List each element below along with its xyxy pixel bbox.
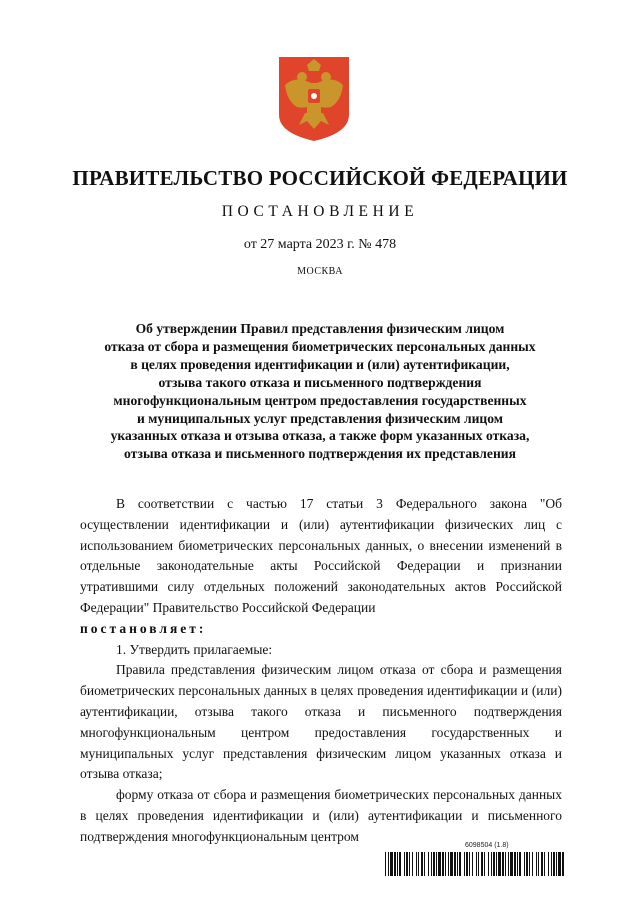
title-line: в целях проведения идентификации и (или) аутентификации, — [130, 356, 510, 372]
document-type: ПОСТАНОВЛЕНИЕ — [221, 203, 419, 220]
government-heading: ПРАВИТЕЛЬСТВО РОССИЙСКОЙ ФЕДЕРАЦИИ — [72, 166, 568, 190]
title-line: многофункциональным центром предоставления государственных — [113, 392, 527, 408]
preamble-paragraph: В соответствии с частью 17 статьи 3 Федерального закона "Об осуществлении идентификации и (или) аутентификации физических лиц с использованием биометрических персональных данных, о внесении изменений в отдельные законодательные акты Российской Федерации и признании утратившими силу отдельных положений законодательных актов Российской Федерации" Правительство Российской Федерации — [80, 496, 562, 615]
title-line: отзыва отказа и письменного подтверждения их представления — [124, 446, 516, 462]
coat-of-arms-icon — [277, 55, 351, 143]
title-line: отзыва такого отказа и письменного подтверждения — [158, 374, 482, 390]
resolution-title — [60, 320, 580, 463]
title-line: Об утверждении Правил представления физическим лицом — [135, 321, 505, 336]
title-line: отказа от сбора и размещения биометрических персональных данных — [104, 338, 536, 354]
item-1-paragraph: 1. Утвердить прилагаемые: — [116, 641, 273, 657]
document-code: 6098504 (1.8) — [465, 842, 509, 849]
date-and-number: от 27 марта 2023 г. № 478 — [243, 237, 397, 252]
form-paragraph: форму отказа от сбора и размещения биометрических персональных данных в целях проведения идентификации и (или) аутентификации и письменного подтверждения многофункциональным центром — [80, 787, 562, 844]
title-line: указанных отказа и отзыва отказа, а также форм указанных отказа, — [110, 428, 530, 444]
document-body — [80, 494, 562, 848]
rules-paragraph: Правила представления физическим лицом отказа от сбора и размещения биометрических персональных данных в целях проведения идентификации и (или) аутентификации, отзыва такого отказа и письменного подтверждения многофункциональным центром предоставления государственных и муниципальных услуг представления физическим лицом указанных отказа и отзыва отказа; — [80, 662, 562, 782]
barcode-icon — [385, 852, 565, 876]
decides-word: постановляет: — [80, 620, 207, 636]
title-line: и муниципальных услуг представления физическим лицом — [136, 410, 504, 426]
city: МОСКВА — [297, 266, 343, 277]
